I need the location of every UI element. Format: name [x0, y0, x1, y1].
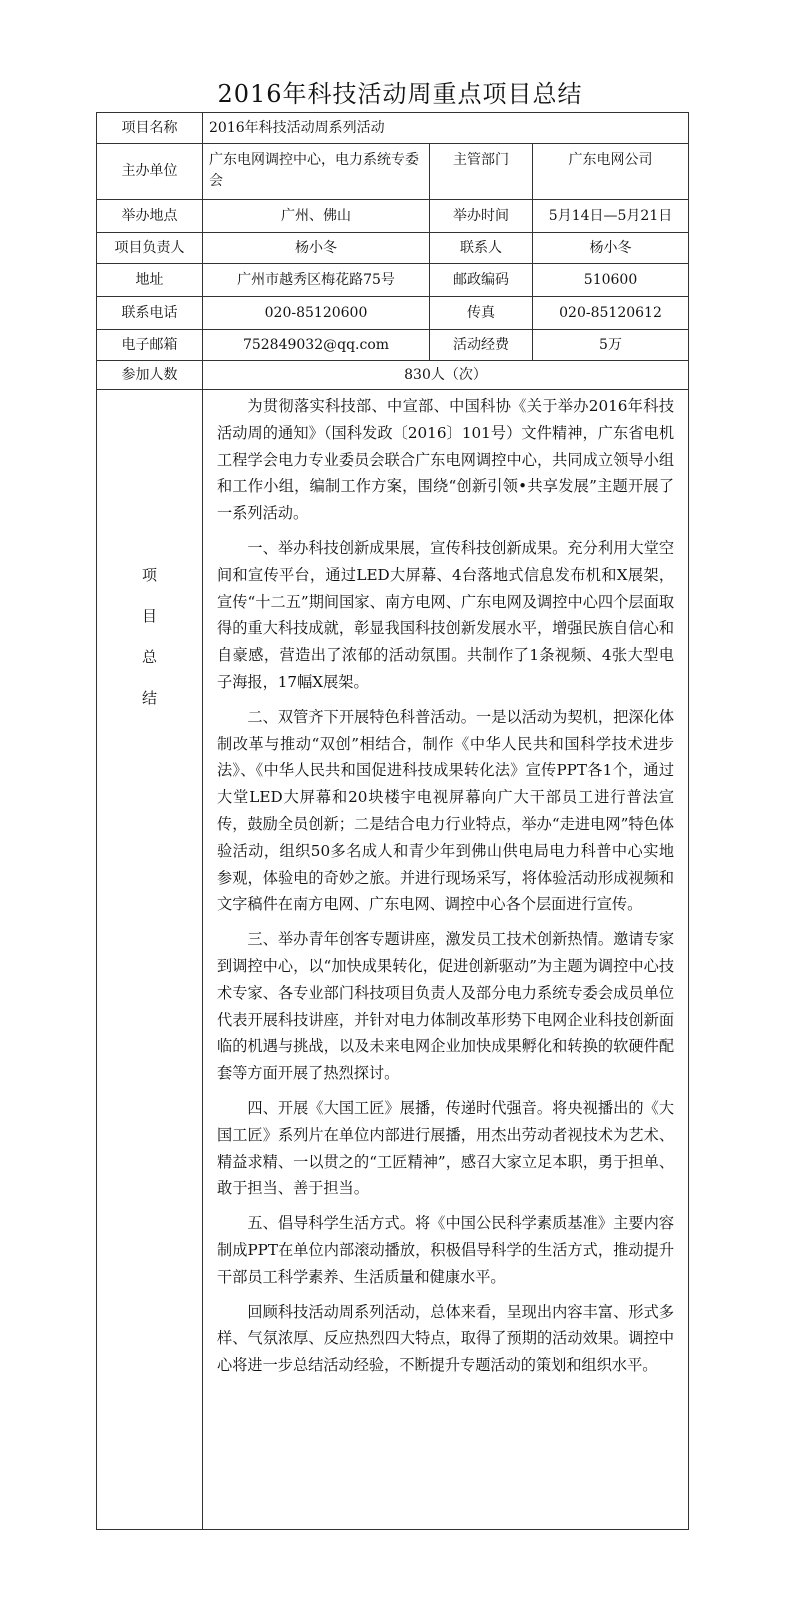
- project-summary-table: [96, 112, 689, 1530]
- participants-value: 830人（次）: [203, 361, 689, 390]
- project-name-label: 项目名称: [97, 113, 203, 144]
- summary-paragraph-2: 二、双管齐下开展特色科普活动。一是以活动为契机，把深化体制改革与推动“双创”相结合，制作《中华人民共和国科学技术进步法》、《中华人民共和国促进科技成果转化法》宣传PPT各1个，通过大堂LED大屏幕和20块楼宇电视屏幕向广大干部员工进行普法宣传，鼓励全员创新；二是结合电力行业特点，举办“走进电网”特色体验活动，组织50多名成人和青少年到佛山供电局电力科普中心实地参观，体验电的奇妙之旅。并进行现场采写，将体验活动形成视频和文字稿件在南方电网、广东电网、调控中心各个层面进行宣传。: [217, 707, 675, 914]
- fund-value: 5万: [533, 330, 689, 361]
- address-label: 地址: [97, 264, 203, 297]
- summary-paragraph-intro: 为贯彻落实科技部、中宣部、中国科协《关于举办2016年科技活动周的通知》（国科发政〔2016〕101号）文件精神，广东省电机工程学会电力专业委员会联合广东电网调控中心，共同成立领导小组和工作小组，编制工作方案，围绕“创新引领•共享发展”主题开展了一系列活动。: [217, 397, 675, 523]
- fax-label: 传真: [430, 297, 533, 330]
- side-char: 总: [141, 648, 157, 666]
- location-label: 举办地点: [97, 200, 203, 233]
- project-name-value: 2016年科技活动周系列活动: [203, 113, 689, 144]
- supervisor-label: 主管部门: [430, 144, 533, 200]
- phone-label: 联系电话: [97, 297, 203, 330]
- participants-label: 参加人数: [97, 361, 203, 390]
- page-title: 2016年科技活动周重点项目总结: [217, 80, 583, 108]
- summary-side-label: [97, 390, 203, 1530]
- table-row: [97, 200, 689, 233]
- table-row: [97, 330, 689, 361]
- location-value: 广州、佛山: [203, 200, 430, 233]
- email-value: 752849032@qq.com: [203, 330, 430, 361]
- contact-label: 联系人: [430, 233, 533, 264]
- leader-value: 杨小冬: [203, 233, 430, 264]
- summary-paragraph-conclusion: 回顾科技活动周系列活动，总体来看，呈现出内容丰富、形式多样、气氛浓厚、反应热烈四大特点，取得了预期的活动效果。调控中心将进一步总结活动经验，不断提升专题活动的策划和组织水平。: [217, 1302, 675, 1375]
- summary-body: [203, 390, 689, 1530]
- email-label: 电子邮箱: [97, 330, 203, 361]
- side-char: 结: [141, 689, 157, 707]
- summary-paragraph-1: 一、举办科技创新成果展，宣传科技创新成果。充分利用大堂空间和宣传平台，通过LED大屏幕、4台落地式信息发布机和X展架，宣传“十二五”期间国家、南方电网、广东电网及调控中心四个层面取得的重大科技成就，彰显我国科技创新发展水平，增强民族自信心和自豪感，营造出了浓郁的活动氛围。共制作了1条视频、4张大型电子海报，17幅X展架。: [217, 538, 675, 691]
- table-row: [97, 233, 689, 264]
- leader-label: 项目负责人: [97, 233, 203, 264]
- organizer-value: 广东电网调控中心，电力系统专委会: [203, 144, 430, 200]
- side-char: 项: [141, 566, 157, 584]
- summary-paragraph-4: 四、开展《大国工匠》展播，传递时代强音。将央视播出的《大国工匠》系列片在单位内部进行展播，用杰出劳动者视技术为艺术、精益求精、一以贯之的“工匠精神”，感召大家立足本职，勇于担单、敢于担当、善于担当。: [217, 1098, 675, 1198]
- time-label: 举办时间: [430, 200, 533, 233]
- fax-value: 020-85120612: [533, 297, 689, 330]
- table-row: [97, 144, 689, 200]
- postcode-value: 510600: [533, 264, 689, 297]
- fund-label: 活动经费: [430, 330, 533, 361]
- phone-value: 020-85120600: [203, 297, 430, 330]
- table-row: [97, 390, 689, 1530]
- summary-paragraph-3: 三、举办青年创客专题讲座，激发员工技术创新热情。邀请专家到调控中心，以“加快成果转化，促进创新驱动”为主题为调控中心技术专家、各专业部门科技项目负责人及部分电力系统专委会成员单位代表开展科技讲座，并针对电力体制改革形势下电网企业科技创新面临的机遇与挑战，以及未来电网企业加快成果孵化和转换的软硬件配套等方面开展了热烈探讨。: [217, 930, 675, 1083]
- postcode-label: 邮政编码: [430, 264, 533, 297]
- table-row: [97, 361, 689, 390]
- table-row: [97, 264, 689, 297]
- table-row: [97, 113, 689, 144]
- table-row: [97, 297, 689, 330]
- summary-paragraph-5: 五、倡导科学生活方式。将《中国公民科学素质基准》主要内容制成PPT在单位内部滚动播放，积极倡导科学的生活方式，推动提升干部员工科学素养、生活质量和健康水平。: [217, 1214, 675, 1286]
- side-char: 目: [141, 607, 157, 625]
- supervisor-value: 广东电网公司: [533, 144, 689, 200]
- address-value: 广州市越秀区梅花路75号: [203, 264, 430, 297]
- organizer-label: 主办单位: [97, 144, 203, 200]
- contact-value: 杨小冬: [533, 233, 689, 264]
- time-value: 5月14日—5月21日: [533, 200, 689, 233]
